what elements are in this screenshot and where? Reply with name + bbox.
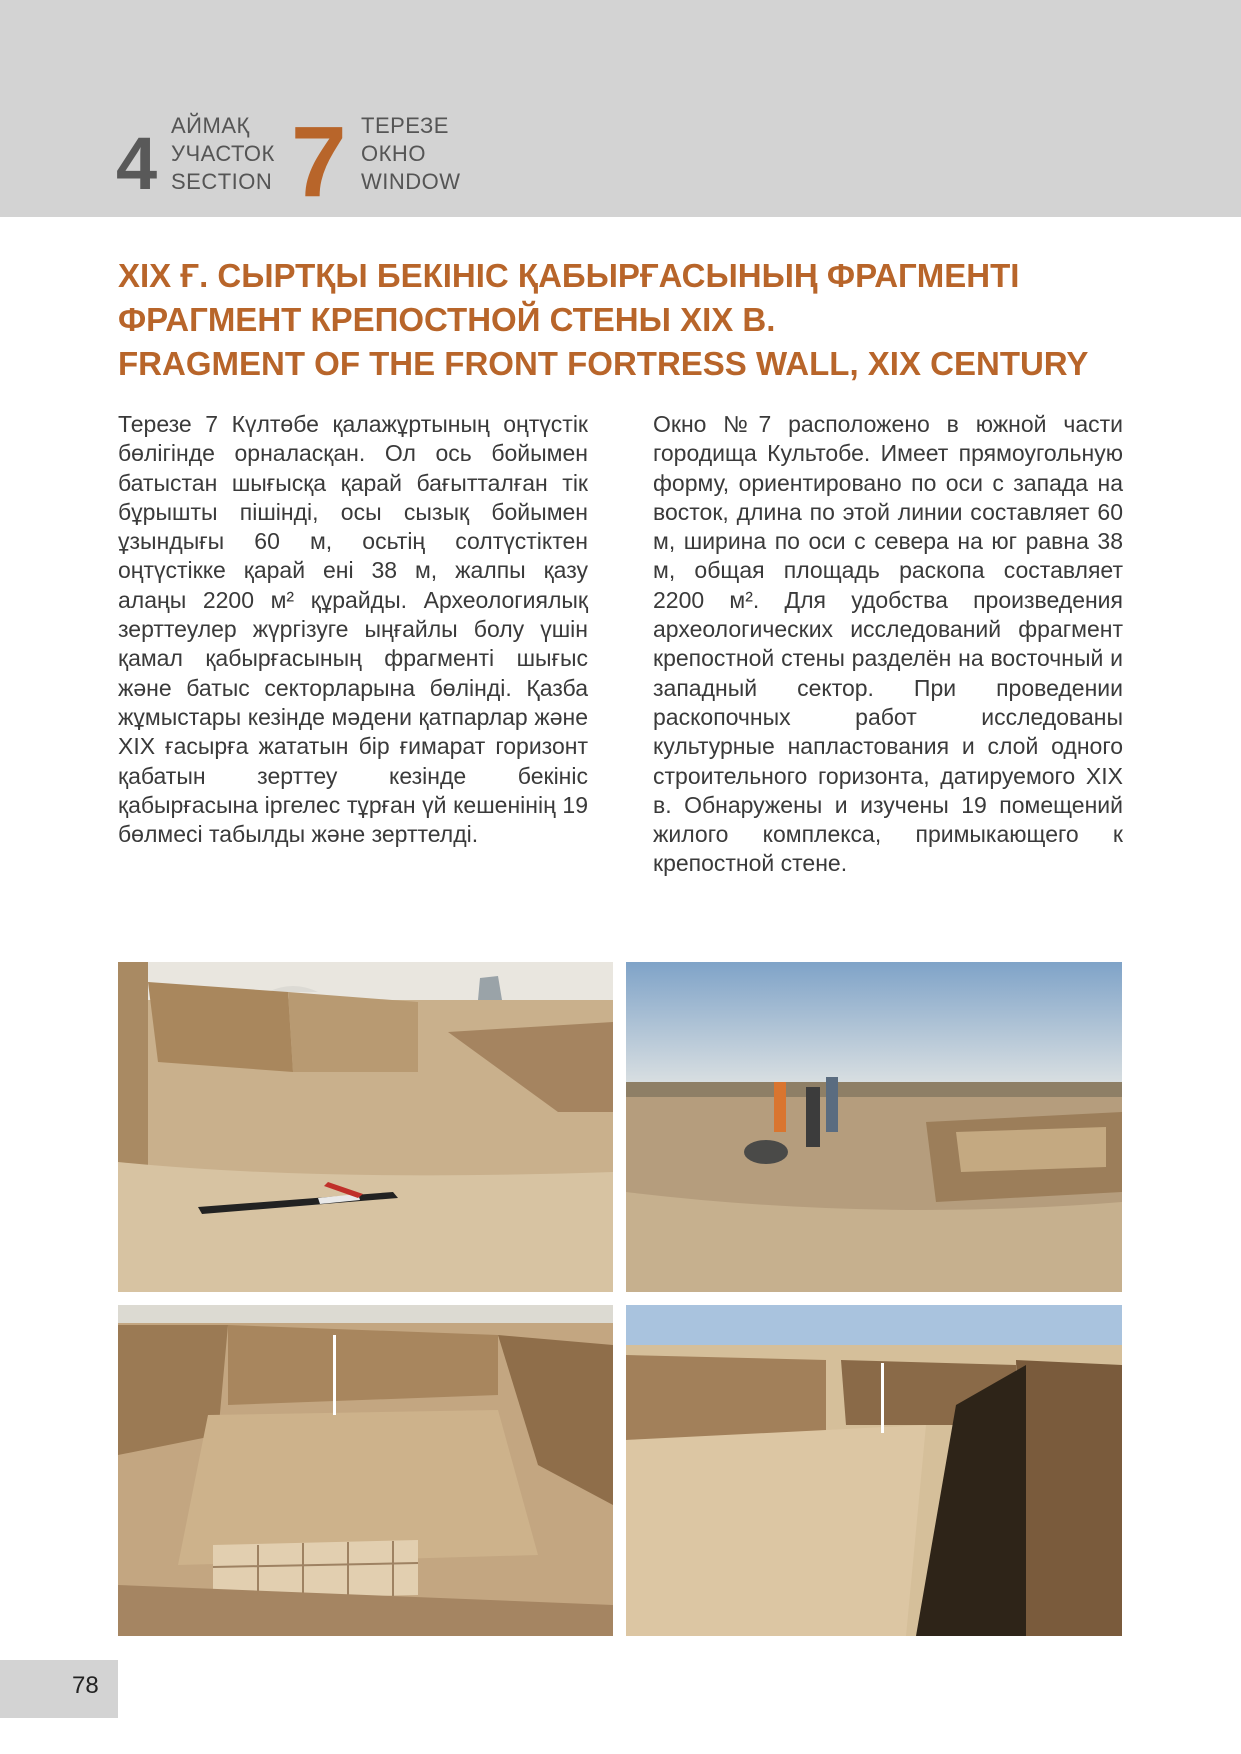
section-label-ru: УЧАСТОК xyxy=(171,141,275,166)
photo-brick-floor xyxy=(118,1305,613,1636)
window-label-kz: ТЕРЕЗЕ xyxy=(361,113,449,138)
window-labels xyxy=(361,112,461,196)
photo-excavation-ruler xyxy=(118,962,613,1292)
window-label-en: WINDOW xyxy=(361,169,461,194)
section-number: 4 xyxy=(116,122,158,205)
section-label-en: SECTION xyxy=(171,169,273,194)
page-number-box xyxy=(0,1660,118,1718)
section-labels xyxy=(171,112,275,196)
text-column-russian: Окно №7 расположено в южной части городища Культобе. Имеет прямоугольную форму, ориентировано по оси с запада на восток, длина по этой линии составляет 60 м, ширина по оси с севера на юг равна 38 м, общая площадь раскопа составляет 2200 м². Для удобства произведения археологических исследований фрагмент крепостной стены разделён на восточный и западный сектор. При проведении раскопочных работ исследованы культурные напластования и слой одного строительного горизонта, датируемого XIX в. Обнаружены и изучены 19 помещений жилого комплекса, примыкающего к крепостной стене. xyxy=(653,411,1123,877)
text-column-kazakh: Терезе 7 Күлтөбе қалажұртының оңтүстік бөлігінде орналасқан. Ол ось бойымен батыстан шығысқа қарай бағытталған тік бұрышты пішінді, осы сызық бойымен ұзындығы 60 м, осьтің солтүстіктен оңтүстікке қарай ені 38 м, жалпы қазу алаңы 2200 м² құрайды. Археологиялық зерттеулер жүргізуге ыңғайлы болу үшін қамал қабырғасының фрагменті шығыс және батыс секторларына бөлінді. Қазба жұмыстары кезінде мәдени қатпарлар және XIX ғасырға жататын бір ғимарат горизонт қабатын зерттеу кезінде бекініс қабырғасына іргелес тұрған үй кешенінің 19 бөлмесі табылды және зерттелді. xyxy=(118,411,588,848)
title-kz: XIX Ғ. СЫРТҚЫ БЕКІНІС ҚАБЫРҒАСЫНЫҢ ФРАГМЕНТІ xyxy=(118,257,1020,294)
section-label-kz: АЙМАҚ xyxy=(171,113,250,138)
page-number: 78 xyxy=(72,1672,99,1699)
window-number: 7 xyxy=(291,106,347,218)
photo-trench-corner xyxy=(626,1305,1122,1636)
photo-workers-site xyxy=(626,962,1122,1292)
title-en: FRAGMENT OF THE FRONT FORTRESS WALL, XIX CENTURY xyxy=(118,345,1089,382)
window-label-ru: ОКНО xyxy=(361,141,426,166)
page-title xyxy=(118,254,1178,386)
title-ru: ФРАГМЕНТ КРЕПОСТНОЙ СТЕНЫ XIX В. xyxy=(118,301,776,338)
